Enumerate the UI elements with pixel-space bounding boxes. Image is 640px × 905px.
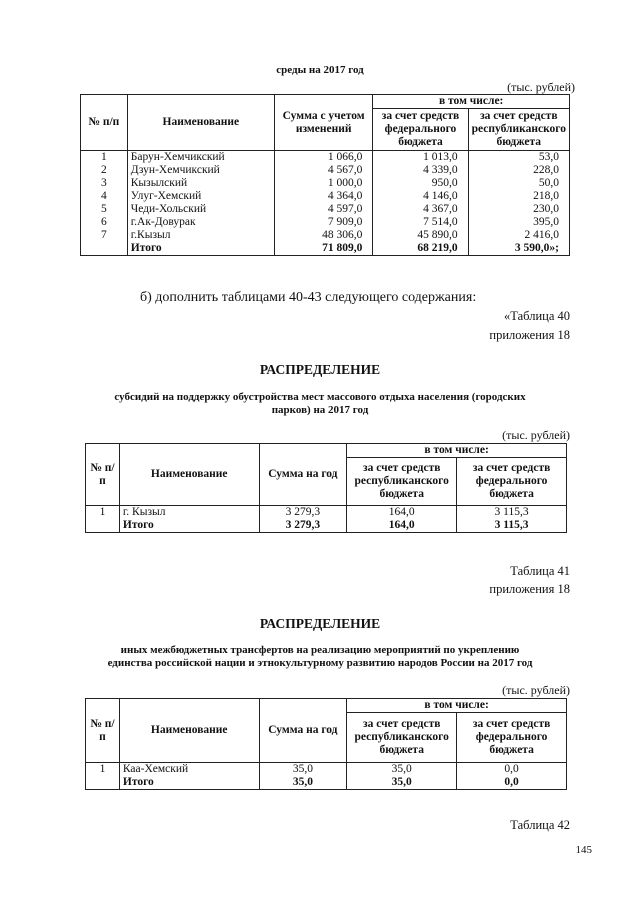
total-federal: 68 219,0 <box>373 242 468 256</box>
total-label: Итого <box>127 242 274 256</box>
total-sum: 71 809,0 <box>274 242 372 256</box>
total-republic: 164,0 <box>347 519 457 533</box>
table-row <box>81 164 570 177</box>
col-header-republic: за счет средств республиканского бюджета <box>347 713 457 763</box>
total-sum: 35,0 <box>259 776 347 790</box>
table42-label: Таблица 42 <box>510 818 570 832</box>
row-name: Дзун-Хемчикский <box>127 164 274 177</box>
row-federal: 3 115,3 <box>457 506 567 520</box>
clause-b: б) дополнить таблицами 40-43 следующего содержания: <box>140 290 477 305</box>
col-header-sum: Сумма на год <box>259 444 347 506</box>
row-name: Кызылский <box>127 177 274 190</box>
row-sum: 48 306,0 <box>274 229 372 242</box>
row-no: 2 <box>81 164 128 177</box>
row-sum: 7 909,0 <box>274 216 372 229</box>
total-no <box>86 776 120 790</box>
row-republic: 53,0 <box>468 151 569 165</box>
row-federal: 4 339,0 <box>373 164 468 177</box>
total-no <box>81 242 128 256</box>
table41-subtitle-2: единства российской нации и этнокультурному развитию народов России на 2017 год <box>107 657 533 669</box>
row-republic: 35,0 <box>347 763 457 777</box>
row-federal: 0,0 <box>457 763 567 777</box>
table41-heading: РАСПРЕДЕЛЕНИЕ <box>259 616 381 631</box>
total-label: Итого <box>119 519 259 533</box>
row-no: 6 <box>81 216 128 229</box>
row-federal: 45 890,0 <box>373 229 468 242</box>
total-row <box>86 776 567 790</box>
row-sum: 1 000,0 <box>274 177 372 190</box>
col-header-including: в том числе: <box>373 95 570 109</box>
row-republic: 50,0 <box>468 177 569 190</box>
row-no: 3 <box>81 177 128 190</box>
table40-heading: РАСПРЕДЕЛЕНИЕ <box>259 362 381 377</box>
row-name: г.Кызыл <box>127 229 274 242</box>
row-federal: 4 367,0 <box>373 203 468 216</box>
row-republic: 218,0 <box>468 190 569 203</box>
table41-units: (тыс. рублей) <box>502 683 570 697</box>
row-sum: 1 066,0 <box>274 151 372 165</box>
total-row <box>86 519 567 533</box>
table-row <box>81 229 570 242</box>
col-header-including: в том числе: <box>347 444 567 458</box>
total-label: Итого <box>119 776 259 790</box>
col-header-name: Наименование <box>119 444 259 506</box>
total-federal: 0,0 <box>457 776 567 790</box>
row-no: 5 <box>81 203 128 216</box>
row-no: 4 <box>81 190 128 203</box>
col-header-sum: Сумма с учетом изменений <box>274 95 372 151</box>
col-header-federal: за счет средств федерального бюджета <box>457 458 567 506</box>
col-header-including: в том числе: <box>347 699 567 713</box>
col-header-republic: за счет средств республиканского бюджета <box>347 458 457 506</box>
col-header-no: № п/п <box>86 444 120 506</box>
row-federal: 4 146,0 <box>373 190 468 203</box>
row-name: г. Кызыл <box>119 506 259 520</box>
total-republic: 35,0 <box>347 776 457 790</box>
row-republic: 228,0 <box>468 164 569 177</box>
row-republic: 2 416,0 <box>468 229 569 242</box>
table-row <box>81 203 570 216</box>
col-header-sum: Сумма на год <box>259 699 347 763</box>
row-name: г.Ак-Довурак <box>127 216 274 229</box>
row-sum: 4 364,0 <box>274 190 372 203</box>
table40-label: «Таблица 40 <box>504 309 570 323</box>
table41-subtitle-1: иных межбюджетных трансфертов на реализацию мероприятий по укреплению <box>120 644 520 656</box>
table40-units: (тыс. рублей) <box>502 428 570 442</box>
total-row <box>81 242 570 256</box>
table-row <box>81 177 570 190</box>
col-header-name: Наименование <box>127 95 274 151</box>
row-sum: 35,0 <box>259 763 347 777</box>
table41-appendix: приложения 18 <box>489 582 570 596</box>
total-federal: 3 115,3 <box>457 519 567 533</box>
table40-appendix: приложения 18 <box>489 328 570 342</box>
row-federal: 1 013,0 <box>373 151 468 165</box>
row-republic: 164,0 <box>347 506 457 520</box>
row-no: 1 <box>81 151 128 165</box>
col-header-federal: за счет средств федерального бюджета <box>457 713 567 763</box>
col-header-no: № п/п <box>86 699 120 763</box>
table40 <box>85 443 567 533</box>
row-sum: 3 279,3 <box>259 506 347 520</box>
table41-label: Таблица 41 <box>510 564 570 578</box>
col-header-republic: за счет средств республиканского бюджета <box>468 109 569 151</box>
table41 <box>85 698 567 790</box>
row-federal: 950,0 <box>373 177 468 190</box>
row-name: Улуг-Хемский <box>127 190 274 203</box>
table-row <box>86 763 567 777</box>
total-no <box>86 519 120 533</box>
row-sum: 4 567,0 <box>274 164 372 177</box>
table-row <box>81 190 570 203</box>
total-sum: 3 279,3 <box>259 519 347 533</box>
table40-subtitle-1: субсидий на поддержку обустройства мест массового отдыха населения (городских <box>114 391 526 403</box>
col-header-federal: за счет средств федерального бюджета <box>373 109 468 151</box>
row-republic: 230,0 <box>468 203 569 216</box>
row-no: 1 <box>86 506 120 520</box>
table1 <box>80 94 570 256</box>
row-republic: 395,0 <box>468 216 569 229</box>
total-republic: 3 590,0»; <box>468 242 569 256</box>
table1-units: (тыс. рублей) <box>507 80 575 94</box>
row-sum: 4 597,0 <box>274 203 372 216</box>
col-header-no: № п/п <box>81 95 128 151</box>
page-number: 145 <box>575 844 592 856</box>
row-name: Каа-Хемский <box>119 763 259 777</box>
table-row <box>81 151 570 165</box>
col-header-name: Наименование <box>119 699 259 763</box>
row-no: 7 <box>81 229 128 242</box>
row-name: Чеди-Хольский <box>127 203 274 216</box>
row-federal: 7 514,0 <box>373 216 468 229</box>
table1-caption: среды на 2017 год <box>276 64 364 76</box>
row-name: Барун-Хемчикский <box>127 151 274 165</box>
table40-subtitle-2: парков) на 2017 год <box>271 404 369 416</box>
table-row <box>81 216 570 229</box>
table-row <box>86 506 567 520</box>
row-no: 1 <box>86 763 120 777</box>
